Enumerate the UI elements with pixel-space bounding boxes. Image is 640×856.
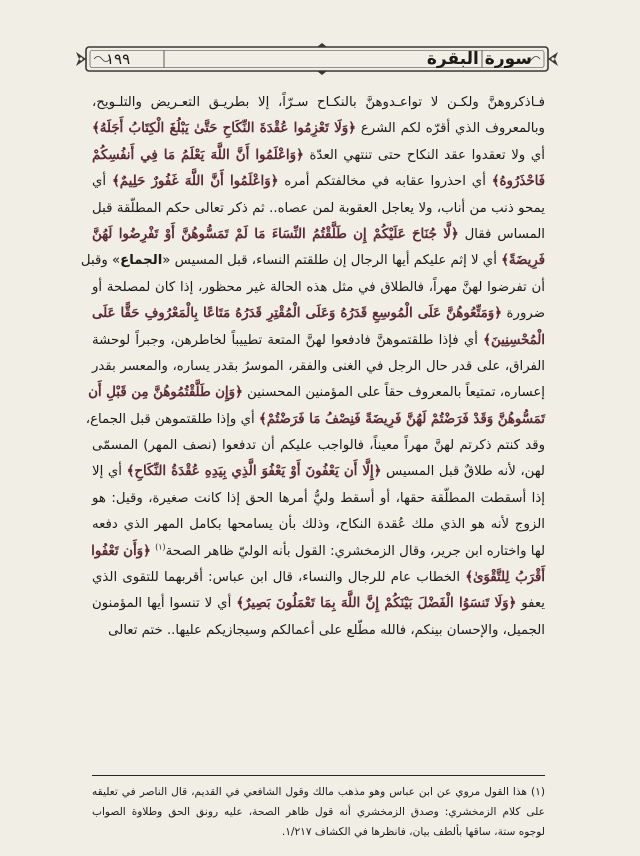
page-number: ١٩٩ (106, 50, 131, 68)
text-line (88, 380, 545, 406)
text-line (92, 196, 545, 222)
text-line (92, 169, 545, 195)
footnote-marker: (١) (155, 542, 166, 552)
quran-verse: فَاحْذَرُوهُ﴾ (491, 174, 545, 190)
quran-verse: ﴿لَّا جُنَاحَ عَلَيْكُمْ إِن طَلَّقْتُمُ النِّسَاءَ مَا لَمْ تَمَسُّوهُنَّ أَوْ تَفْرِضُوا لَهُنَّ (92, 226, 459, 242)
text-line (92, 143, 545, 169)
quran-verse: تَمَسُّوهُنَّ وَقَدْ فَرَضْتُمْ لَهُنَّ فَرِيضَةً فَنِصْفُ مَا فَرَضْتُمْ﴾ (258, 411, 545, 427)
commentary-text: أي ولا تعقدوا عقد النكاح حتى تنتهي العدّة (303, 147, 545, 163)
commentary-text: ضرورة (501, 306, 545, 322)
commentary-text: وقد كنتم ذكرتم لهنَّ مهراً معيناً، فالواجب عليكم أن تدفعوا (نصف المهر) المسمّى (92, 438, 545, 454)
quran-verse: ﴿وَلَا تَعْزِمُوا عُقْدَةَ النِّكَاحِ حَتَّىٰ يَبْلُغَ الْكِتَابُ أَجَلَهُ﴾ (92, 121, 356, 137)
text-line (92, 222, 545, 248)
commentary-text: لهن، لأنه طلاقٌ قبل المسيس (381, 464, 545, 480)
commentary-text: الفراق، على قدر حال الرجل في الغنى والفقر، الموسرُ بقدر يساره، والمعسر بقدر (92, 358, 545, 374)
footnote-line: (١) هذا القول مروي عن ابن عباس وهو مذهب مالك وقول الشافعي في القديم، قال الناصر في تعليقه (92, 786, 545, 798)
text-line (92, 618, 545, 644)
text-line (92, 539, 545, 565)
quran-verse: أَقْرَبُ لِلتَّقْوَىٰ﴾ (465, 570, 545, 586)
commentary-text: وبالمعروف الذي أقرّه لكم الشرع (355, 121, 545, 137)
commentary-text: أن تفرضوا لهنَّ مهراً، فالطلاق في مثل هذه الحالة غير محظور، إذا كان لمصلحة أو (92, 279, 545, 295)
quran-verse: الْمُحْسِنِينَ﴾ (483, 332, 545, 348)
commentary-text: أي (92, 174, 112, 190)
page-header (72, 44, 562, 74)
commentary-text: أي وإذا طلقتموهن قبل الجماع، (85, 411, 259, 427)
footnote-divider (92, 775, 545, 776)
commentary-text: أي فإذا طلقتموهنَّ فادفعوا لهنَّ المتعة تطييباً لخاطرهن، وجبراً لوحشة (92, 332, 484, 348)
text-line (92, 116, 545, 142)
text-line (92, 328, 545, 354)
quran-verse: ﴿وَأَن تَعْفُوا (91, 543, 151, 559)
footnote (92, 782, 545, 842)
text-line (92, 591, 545, 617)
commentary-text: فـاذكروهنَّ ولكـن لا تواعـدوهنَّ بالنكـاح سـرّاً، إلا بطريـق التعـريض والتلـويح، (92, 95, 545, 110)
commentary-text: أي إلا (92, 464, 127, 480)
text-line (92, 433, 545, 459)
commentary-text: يعفو (516, 596, 545, 612)
text-line (80, 248, 545, 274)
text-line (92, 354, 545, 380)
text-line (92, 512, 545, 538)
quran-verse: ﴿وَاعْلَمُوا أَنَّ اللَّهَ يَعْلَمُ مَا فِي أَنفُسِكُمْ (92, 147, 304, 163)
surah-title: سورة البقرة (426, 49, 532, 69)
commentary-text: يمحو ذنب من أناب، ولا يعاجل العقوبة لمن عصاه.. ثم ذكر تعالى حكم المطلّقة قبل (92, 200, 545, 216)
text-line (92, 301, 545, 327)
commentary-text: الجميل، والإحسان بينكم، فالله مطّلع على أعمالكم وسيجازيكم عليها.. ختم تعالى (108, 622, 545, 638)
commentary-text: أي احذروا عقابه في مخالفتكم أمره (278, 174, 492, 190)
commentary-text: المساس فقال (458, 226, 545, 242)
text-line (92, 486, 545, 512)
quran-verse: ﴿إِلَّا أَن يَعْفُونَ أَوْ يَعْفُوَ الَّذِي بِيَدِهِ عُقْدَةُ النِّكَاحِ﴾ (126, 464, 382, 480)
commentary-text: إذا أسقطت المطلّقة حقها، أو أسقط وليُّ أمرها الحق إذا كانت صغيرة، وقيل: هو (92, 490, 545, 506)
tafsir-body-text (80, 90, 545, 644)
footnote-line: لوجوه ستة، ساقها بألطف بيان، فانظرها في الكشاف ١/٢١٧. (281, 826, 545, 838)
text-line (92, 90, 545, 116)
commentary-text: أي لا إثم عليكم أيها الرجال إن طلقتم النساء، قبل المسيس « (162, 253, 502, 269)
text-line (92, 275, 545, 301)
quran-verse: ﴿وَمَتِّعُوهُنَّ عَلَى الْمُوسِعِ قَدَرُهُ وَعَلَى الْمُقْتِرِ قَدَرُهُ مَتَاعًا بِالْمَعْرُوفِ حَقًّا عَلَى (92, 306, 502, 322)
commentary-text: أي لا تنسوا أيها المؤمنون (92, 596, 237, 612)
commentary-text: إعساره، تمتيعاً بالمعروف حقاً على المؤمنين المحسنين (242, 385, 545, 401)
quran-verse: ﴿وَاعْلَمُوا أَنَّ اللَّهَ غَفُورٌ حَلِيمٌ﴾ (111, 174, 279, 190)
quran-verse: ﴿وَإِن طَلَّقْتُمُوهُنَّ مِن قَبْلِ أَن (88, 385, 243, 401)
quran-verse: فَرِيضَةً﴾ (501, 253, 545, 269)
text-line (85, 407, 545, 433)
emphasis-text: الجماع (120, 253, 163, 269)
commentary-text: الخطاب عام للرجال والنساء، قال ابن عباس: أقربهما للتقوى الذي (92, 570, 466, 586)
text-line (92, 565, 545, 591)
commentary-text: لها واختاره ابن جرير، وقال الزمخشري: القول بأنه الوليّ ظاهر الصحة (165, 543, 545, 559)
commentary-text: » وقبل (80, 253, 121, 269)
commentary-text: الزوج لأنه هو الذي ملك عُقدة النكاح، وذلك بأن يسامحها بكامل المهر الذي دفعه (92, 517, 545, 533)
quran-verse: ﴿وَلَا تَنسَوُا الْفَضْلَ بَيْنَكُمْ إِنَّ اللَّهَ بِمَا تَعْمَلُونَ بَصِيرٌ﴾ (236, 596, 517, 612)
footnote-line: على كلام الزمخشري: وصدق الزمخشري أنه قول ظاهر الصحة، عليه رونق الحق وطلاوة الصواب (92, 806, 545, 818)
text-line (92, 459, 545, 485)
